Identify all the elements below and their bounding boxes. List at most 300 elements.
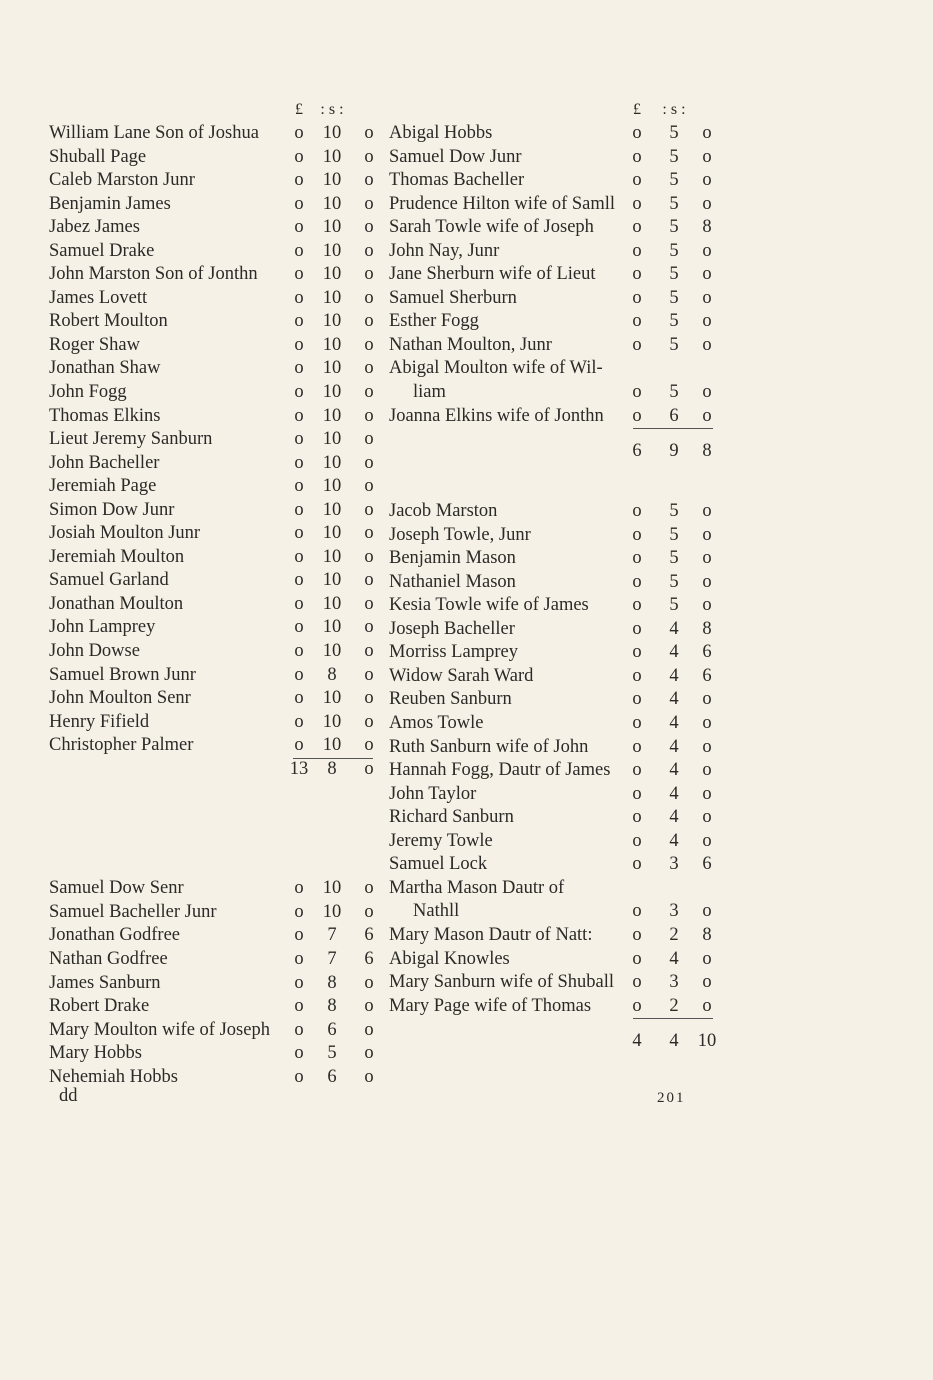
ledger-row [389, 759, 719, 783]
entry-pounds: o [632, 665, 642, 686]
entry-name: Nathaniel Mason [389, 571, 516, 592]
entry-shillings: 2 [669, 995, 679, 1016]
entry-name: John Bacheller [49, 452, 160, 473]
entry-name: Samuel Dow Senr [49, 878, 184, 899]
entry-pence: o [702, 807, 712, 828]
entry-name: Jonathan Shaw [49, 358, 161, 379]
entry-shillings: 5 [669, 334, 679, 355]
entry-shillings: 6 [669, 405, 679, 426]
entry-name: Jeremiah Moulton [49, 546, 185, 567]
entry-shillings: 6 [327, 1066, 337, 1087]
entry-pence: o [702, 972, 712, 993]
right-currency-header [389, 98, 719, 122]
entry-pence: o [364, 1019, 374, 1040]
entry-pence: o [702, 146, 712, 167]
ledger-row [49, 263, 379, 287]
ledger-row [49, 640, 379, 664]
entry-name: Jabez James [49, 217, 140, 238]
entry-shillings: 10 [322, 688, 342, 709]
entry-pence: o [702, 123, 712, 143]
entry-shillings: 10 [322, 735, 342, 756]
entry-shillings: 10 [322, 546, 342, 567]
total-pence: 8 [702, 441, 712, 462]
entry-shillings: 5 [669, 382, 679, 403]
entry-pounds: o [294, 170, 304, 191]
entry-pounds: o [632, 854, 642, 875]
entry-pence: o [364, 429, 374, 450]
entry-name: James Sanburn [49, 972, 161, 993]
entry-shillings: 5 [669, 264, 679, 285]
entry-pounds: o [294, 1043, 304, 1064]
entry-pence: o [364, 405, 374, 426]
ledger-row [389, 618, 719, 642]
entry-name: Joanna Elkins wife of Jonthn [389, 405, 604, 426]
entry-pounds: o [294, 382, 304, 403]
ledger-row [49, 593, 379, 617]
ledger-row [389, 830, 719, 854]
entry-pence: o [364, 735, 374, 756]
entry-shillings: 7 [327, 948, 337, 969]
entry-shillings: 8 [327, 664, 337, 685]
entry-pounds: o [632, 334, 642, 355]
total-pounds: 13 [289, 758, 309, 779]
entry-name: Mary Sanburn wife of Shuball [389, 972, 615, 993]
entry-pounds: o [632, 995, 642, 1016]
entry-name: John Fogg [49, 382, 127, 403]
entry-name: Widow Sarah Ward [389, 665, 534, 686]
ledger-row [49, 405, 379, 429]
entry-shillings: 10 [322, 382, 342, 403]
entry-pence: o [702, 524, 712, 545]
entry-pence: o [364, 476, 374, 497]
total-shillings: 9 [669, 441, 679, 462]
entry-shillings: 5 [669, 311, 679, 332]
entry-name: Samuel Lock [389, 854, 488, 875]
ledger-row [389, 641, 719, 665]
entry-pence: o [364, 240, 374, 261]
entry-name: Mary Mason Dautr of Natt: [389, 924, 593, 945]
entry-pence: o [364, 264, 374, 285]
entry-pounds: o [632, 311, 642, 332]
entry-name: Esther Fogg [389, 311, 479, 332]
entry-name: Thomas Elkins [49, 405, 161, 426]
ledger-row [389, 995, 719, 1019]
ledger-row [389, 900, 719, 924]
entry-shillings: 4 [669, 618, 679, 639]
entry-pounds: o [632, 901, 642, 922]
entry-pounds: o [294, 593, 304, 614]
entry-pence: o [364, 972, 374, 993]
entry-shillings: 8 [327, 996, 337, 1017]
entry-name: Henry Fifield [49, 711, 150, 732]
entry-pounds: o [294, 358, 304, 379]
ledger-row [389, 357, 719, 381]
entry-pounds: o [632, 382, 642, 403]
entry-name: Nathll [413, 901, 460, 922]
entry-pounds: o [294, 1066, 304, 1087]
ledger-row [389, 405, 719, 429]
entry-pounds: o [632, 240, 642, 261]
entry-pence: o [702, 689, 712, 710]
entry-name: Josiah Moulton Junr [49, 523, 201, 544]
entry-pounds: o [632, 807, 642, 828]
entry-name: Thomas Bacheller [389, 170, 525, 191]
entry-name: Martha Mason Dautr of [389, 877, 565, 898]
entry-pounds: o [632, 595, 642, 616]
entry-pounds: o [294, 123, 304, 143]
entry-shillings: 3 [669, 972, 679, 993]
entry-pounds: o [294, 901, 304, 922]
ledger-row [49, 193, 379, 217]
ledger-row [389, 122, 719, 146]
entry-name: Joseph Towle, Junr [389, 524, 531, 545]
signature-mark: dd [59, 1086, 78, 1106]
entry-name: Caleb Marston Junr [49, 170, 195, 191]
ledger-row [389, 193, 719, 217]
entry-name: Nathan Godfree [49, 948, 168, 969]
ledger-row [49, 546, 379, 570]
entry-shillings: 5 [669, 123, 679, 143]
entry-shillings: 10 [322, 593, 342, 614]
entry-pence: o [702, 170, 712, 191]
entry-pence: 6 [702, 642, 712, 663]
entry-name: Robert Moulton [49, 311, 168, 332]
ledger-row [389, 169, 719, 193]
entry-shillings: 10 [322, 217, 342, 238]
entry-shillings: 10 [322, 146, 342, 167]
ledger-row [49, 216, 379, 240]
ledger-row [389, 971, 719, 995]
entry-pounds: o [632, 170, 642, 191]
entry-pence: o [364, 546, 374, 567]
entry-pence: 6 [364, 925, 374, 946]
ledger-row [389, 334, 719, 358]
ledger-row [389, 216, 719, 240]
ledger-row [49, 146, 379, 170]
entry-pounds: o [632, 123, 642, 143]
entry-pence: o [364, 311, 374, 332]
entry-pence: o [702, 736, 712, 757]
entry-shillings: 4 [669, 736, 679, 757]
ledger-row [389, 500, 719, 524]
entry-pounds: o [294, 240, 304, 261]
entry-name: Roger Shaw [49, 334, 140, 355]
total-pence: o [364, 758, 374, 779]
entry-shillings: 10 [322, 641, 342, 662]
entry-name: Shuball Page [49, 146, 147, 167]
entry-pence: 8 [702, 217, 712, 238]
entry-name: Abigal Hobbs [389, 123, 493, 143]
entry-pounds: o [632, 830, 642, 851]
left-ledger-block-2 [49, 877, 379, 1089]
entry-pence: o [702, 501, 712, 522]
left-subtotal-1 [49, 758, 379, 782]
entry-pence: o [364, 193, 374, 214]
entry-name: William Lane Son of Joshua [49, 123, 259, 143]
pounds-header: £ [295, 101, 303, 118]
entry-pence: o [702, 405, 712, 426]
entry-pence: o [364, 1043, 374, 1064]
ledger-row [389, 524, 719, 548]
entry-pounds: o [632, 264, 642, 285]
entry-name: Richard Sanburn [389, 807, 514, 828]
entry-shillings: 4 [669, 689, 679, 710]
entry-shillings: 10 [322, 405, 342, 426]
entry-pounds: o [294, 878, 304, 899]
entry-shillings: 7 [327, 925, 337, 946]
entry-name: Samuel Dow Junr [389, 146, 522, 167]
ledger-row [49, 877, 379, 901]
entry-pounds: o [632, 924, 642, 945]
entry-shillings: 5 [669, 193, 679, 214]
entry-name: Samuel Drake [49, 240, 155, 261]
entry-shillings: 4 [669, 830, 679, 851]
ledger-row [49, 1042, 379, 1066]
ledger-row [49, 995, 379, 1019]
ledger-row [49, 664, 379, 688]
entry-name: Samuel Bacheller Junr [49, 901, 217, 922]
ledger-row [49, 616, 379, 640]
ledger-row [389, 736, 719, 760]
entry-name: John Taylor [389, 783, 477, 804]
entry-pounds: o [632, 642, 642, 663]
ledger-row [49, 499, 379, 523]
entry-pounds: o [632, 736, 642, 757]
entry-shillings: 10 [322, 170, 342, 191]
entry-pence: o [364, 358, 374, 379]
entry-pounds: o [294, 499, 304, 520]
entry-name: Samuel Sherburn [389, 287, 517, 308]
pounds-header: £ [633, 101, 641, 118]
entry-pence: o [702, 334, 712, 355]
entry-name: Jeremiah Page [49, 476, 157, 497]
total-pounds: 4 [632, 1031, 642, 1052]
entry-name: Lieut Jeremy Sanburn [49, 429, 213, 450]
entry-shillings: 5 [669, 217, 679, 238]
entry-pounds: o [294, 311, 304, 332]
ledger-row [389, 924, 719, 948]
entry-pence: o [364, 570, 374, 591]
entry-pence: o [364, 711, 374, 732]
entry-name: Abigal Knowles [389, 948, 510, 969]
ledger-row [49, 452, 379, 476]
ledger-row [49, 334, 379, 358]
entry-pounds: o [294, 925, 304, 946]
entry-shillings: 10 [322, 901, 342, 922]
entry-name: Jonathan Godfree [49, 925, 180, 946]
ledger-row [49, 122, 379, 146]
entry-shillings: 10 [322, 123, 342, 143]
entry-shillings: 5 [327, 1043, 337, 1064]
entry-name: Nathan Moulton, Junr [389, 334, 552, 355]
entry-name: Reuben Sanburn [389, 689, 512, 710]
entry-pounds: o [632, 524, 642, 545]
ledger-row [49, 357, 379, 381]
entry-pence: o [364, 499, 374, 520]
entry-name: Samuel Garland [49, 570, 169, 591]
entry-pounds: o [632, 571, 642, 592]
entry-pounds: o [632, 783, 642, 804]
entry-pounds: o [294, 476, 304, 497]
ledger-row [389, 310, 719, 334]
entry-name: Mary Page wife of Thomas [389, 995, 592, 1016]
entry-pence: o [364, 593, 374, 614]
entry-name: Jeremy Towle [389, 830, 493, 851]
entry-name: Christopher Palmer [49, 735, 194, 756]
entry-pounds: o [632, 405, 642, 426]
ledger-row [49, 310, 379, 334]
entry-pence: o [364, 334, 374, 355]
entry-name: Nehemiah Hobbs [49, 1066, 178, 1087]
entry-shillings: 10 [322, 334, 342, 355]
entry-shillings: 10 [322, 240, 342, 261]
ledger-row [49, 475, 379, 499]
entry-name: Abigal Moulton wife of Wil- [389, 358, 603, 379]
ledger-row [49, 924, 379, 948]
entry-pence: o [364, 523, 374, 544]
entry-name: John Dowse [49, 641, 140, 662]
entry-name: Jonathan Moulton [49, 593, 184, 614]
ledger-row [389, 877, 719, 901]
entry-name: Mary Hobbs [49, 1043, 143, 1064]
entry-shillings: 5 [669, 571, 679, 592]
ledger-row [389, 594, 719, 618]
entry-pence: o [364, 146, 374, 167]
entry-name: John Moulton Senr [49, 688, 191, 709]
ledger-row [49, 948, 379, 972]
entry-pounds: o [294, 429, 304, 450]
ledger-row [49, 381, 379, 405]
entry-pounds: o [294, 972, 304, 993]
entry-pounds: o [294, 996, 304, 1017]
page-number: 201 [657, 1090, 686, 1106]
ledger-row [389, 665, 719, 689]
ledger-row [389, 287, 719, 311]
entry-shillings: 5 [669, 146, 679, 167]
ledger-row [389, 381, 719, 405]
entry-pounds: o [294, 711, 304, 732]
entry-name: John Nay, Junr [389, 240, 500, 261]
entry-pounds: o [632, 760, 642, 781]
entry-pence: 8 [702, 618, 712, 639]
entry-pounds: o [294, 546, 304, 567]
entry-pence: o [364, 123, 374, 143]
ledger-row [389, 688, 719, 712]
entry-name: Jane Sherburn wife of Lieut [389, 264, 596, 285]
ledger-row [49, 569, 379, 593]
ledger-row [389, 146, 719, 170]
entry-shillings: 5 [669, 501, 679, 522]
entry-pence: o [702, 287, 712, 308]
entry-pounds: o [294, 641, 304, 662]
right-subtotal-1 [389, 428, 719, 475]
ledger-row [49, 901, 379, 925]
ledger-row [49, 734, 379, 758]
ledger-row [389, 783, 719, 807]
entry-pence: o [702, 783, 712, 804]
entry-name: Simon Dow Junr [49, 499, 175, 520]
entry-pence: o [702, 264, 712, 285]
entry-pounds: o [294, 664, 304, 685]
ledger-row [389, 948, 719, 972]
ledger-row [389, 806, 719, 830]
entry-pence: o [364, 641, 374, 662]
entry-pence: o [364, 382, 374, 403]
right-subtotal-2 [389, 1018, 719, 1065]
right-ledger-block-2 [389, 500, 719, 1018]
entry-shillings: 10 [322, 452, 342, 473]
total-pounds: 6 [632, 441, 642, 462]
entry-shillings: 3 [669, 901, 679, 922]
entry-pence: o [364, 617, 374, 638]
entry-pence: 6 [702, 854, 712, 875]
entry-shillings: 10 [322, 287, 342, 308]
entry-pounds: o [294, 452, 304, 473]
entry-pounds: o [632, 501, 642, 522]
entry-pounds: o [632, 689, 642, 710]
left-ledger-block-1 [49, 122, 379, 758]
total-pence: 10 [697, 1031, 717, 1052]
entry-shillings: 10 [322, 476, 342, 497]
entry-pence: o [702, 311, 712, 332]
ledger-row [389, 263, 719, 287]
entry-shillings: 5 [669, 595, 679, 616]
entry-pounds: o [294, 688, 304, 709]
entry-shillings: 10 [322, 193, 342, 214]
entry-name: Prudence Hilton wife of Samll [389, 193, 616, 214]
entry-pounds: o [632, 618, 642, 639]
entry-name: Amos Towle [389, 713, 484, 734]
entry-pence: o [364, 287, 374, 308]
entry-shillings: 5 [669, 287, 679, 308]
entry-pounds: o [632, 146, 642, 167]
entry-pounds: o [294, 1019, 304, 1040]
entry-shillings: 4 [669, 665, 679, 686]
entry-shillings: 4 [669, 948, 679, 969]
entry-pence: o [364, 1066, 374, 1087]
entry-pence: o [364, 170, 374, 191]
ledger-row [49, 240, 379, 264]
ledger-row [49, 287, 379, 311]
entry-pence: 8 [702, 924, 712, 945]
entry-pence: o [364, 996, 374, 1017]
entry-pence: o [702, 713, 712, 734]
ledger-row [49, 711, 379, 735]
total-shillings: 8 [327, 758, 337, 779]
entry-shillings: 3 [669, 854, 679, 875]
ledger-row [49, 522, 379, 546]
entry-name: John Lamprey [49, 617, 156, 638]
entry-pounds: o [294, 523, 304, 544]
entry-name: Sarah Towle wife of Joseph [389, 217, 594, 238]
ledger-row [389, 853, 719, 877]
entry-pence: o [702, 240, 712, 261]
total-shillings: 4 [669, 1031, 679, 1052]
entry-shillings: 10 [322, 617, 342, 638]
entry-shillings: 4 [669, 807, 679, 828]
entry-pounds: o [294, 217, 304, 238]
shillings-header: : s : [320, 101, 344, 118]
entry-shillings: 10 [322, 570, 342, 591]
entry-name: Jacob Marston [389, 501, 498, 522]
entry-pence: o [364, 878, 374, 899]
ledger-row [389, 240, 719, 264]
entry-shillings: 6 [327, 1019, 337, 1040]
entry-name: Kesia Towle wife of James [389, 595, 589, 616]
entry-name: liam [413, 382, 446, 403]
entry-name: Ruth Sanburn wife of John [389, 736, 589, 757]
entry-name: John Marston Son of Jonthn [49, 264, 258, 285]
